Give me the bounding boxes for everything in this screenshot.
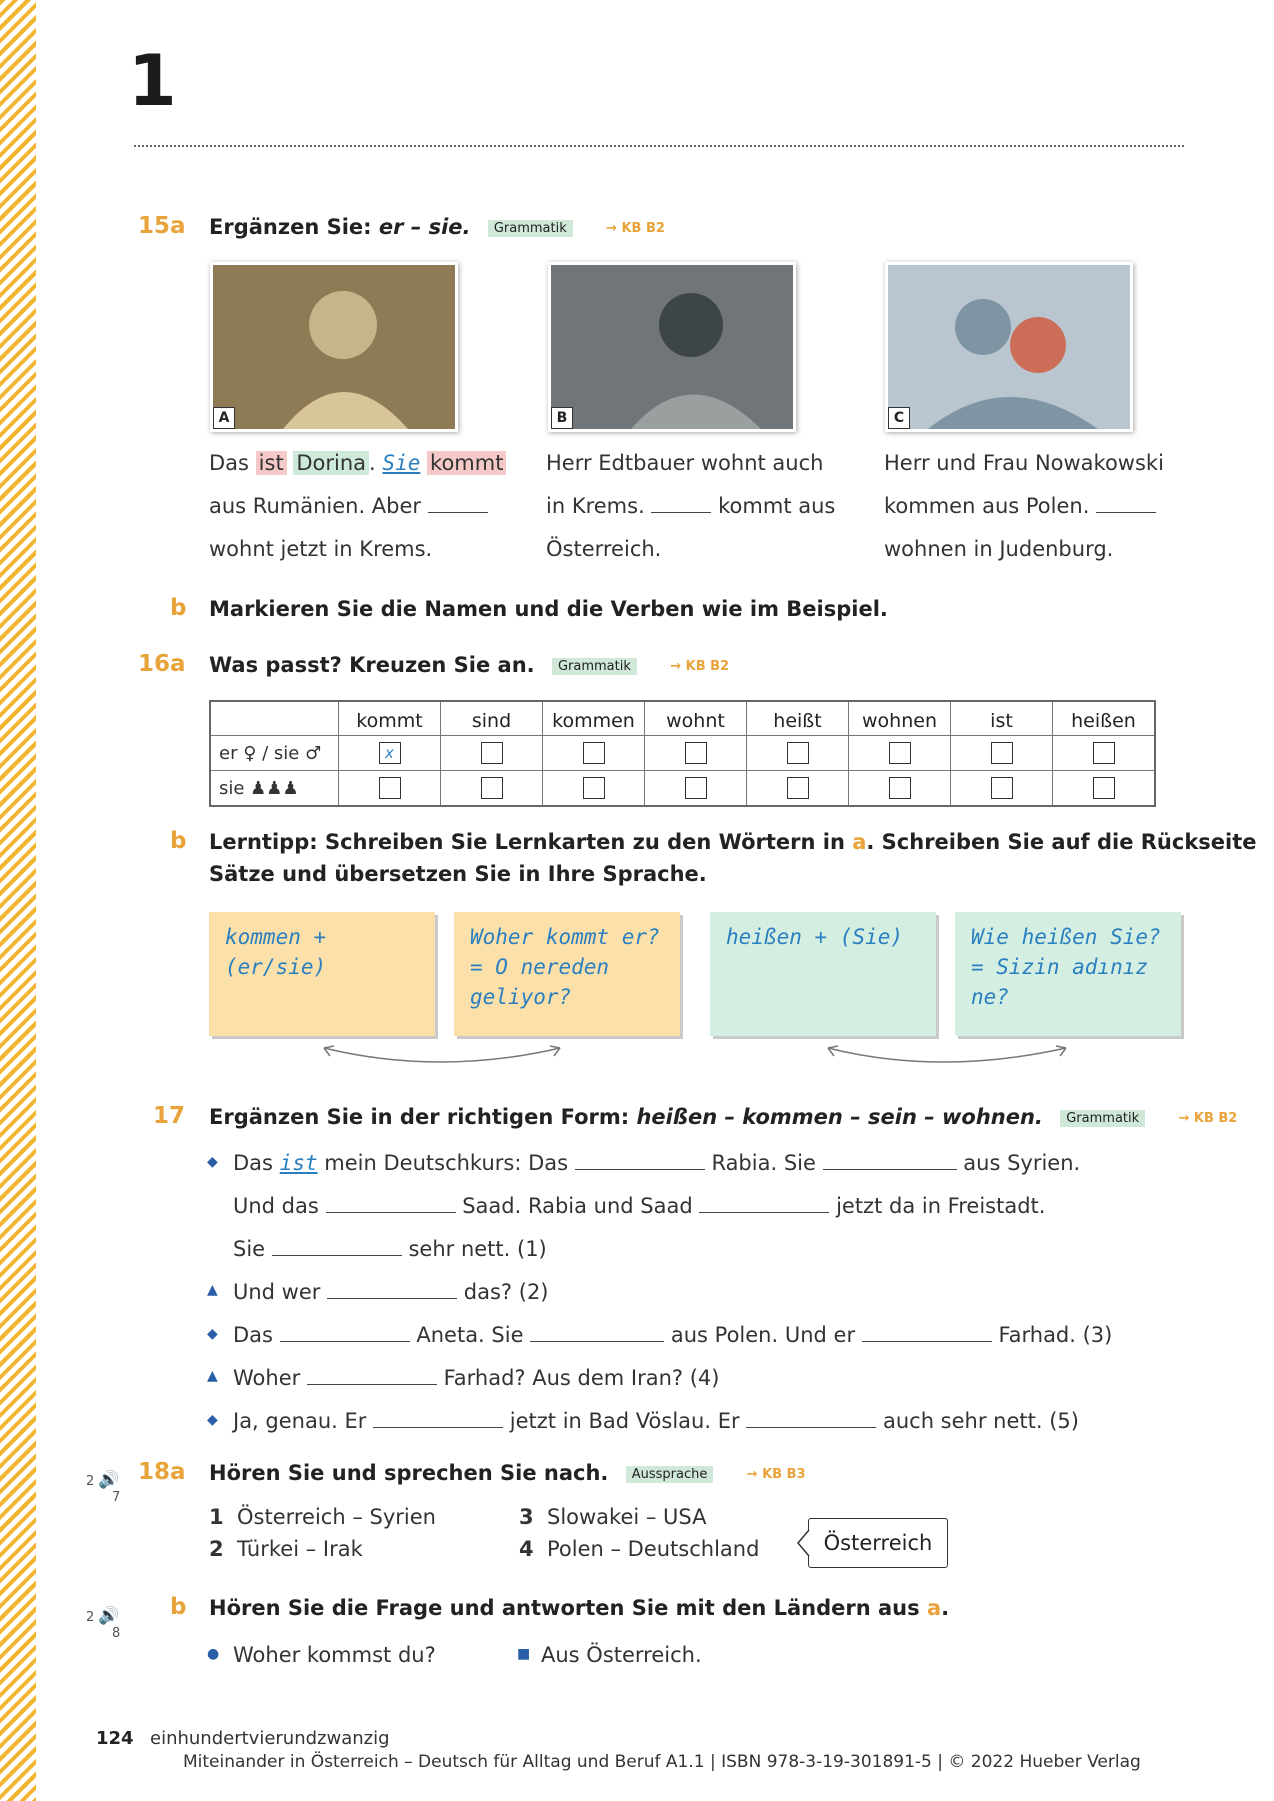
checkbox[interactable] [991,777,1013,799]
audio-track-18a[interactable]: 2 🔊 7 [86,1470,121,1505]
text-col-a-line1: Das ist Dorina . Sie kommt [209,442,506,485]
page-number: 124 [96,1728,134,1749]
list-item: 1 Österreich – Syrien [209,1505,436,1529]
blank[interactable] [327,1278,457,1299]
list-item: 3 Slowakei – USA [519,1505,707,1529]
blank[interactable] [307,1364,437,1385]
flip-arrows [320,1040,1080,1070]
text-col-b-line2: in Krems. kommt aus [546,494,836,518]
exercise-number-15a: 15a [138,213,186,239]
checkbox[interactable] [991,742,1013,764]
photo-label-b: B [551,407,573,429]
checkbox[interactable] [787,777,809,799]
row-header: er ♀ / sie ♂ [210,736,339,771]
checkbox[interactable] [1093,777,1115,799]
answer-text: Aus Österreich. [541,1643,702,1667]
column-header: wohnt [645,701,747,736]
blank[interactable] [823,1149,957,1170]
blank[interactable] [373,1407,503,1428]
list-item: 4 Polen – Deutschland [519,1537,760,1561]
photo-label-c: C [888,407,910,429]
speech-bubble-pointer [796,1530,812,1556]
column-header: kommen [543,701,645,736]
speaker-icon: 🔊 [98,1470,120,1490]
table-header-row [210,701,1155,736]
checkbox[interactable] [379,777,401,799]
grammar-tag: Grammatik [1060,1110,1145,1127]
blank[interactable] [651,492,711,513]
square-icon: ■ [517,1646,531,1662]
circle-icon: ● [207,1646,220,1662]
blank[interactable] [699,1192,829,1213]
dialog-line-5: Das Aneta. Sie aus Polen. Und er Farhad. (3) [233,1323,1113,1347]
checkbox[interactable] [685,742,707,764]
flashcard: Wie heißen Sie? = Sizin adınız ne? [955,912,1181,1036]
exercise-number-15b: b [170,595,187,621]
checkbox[interactable] [481,777,503,799]
decorative-stripe [0,0,36,1801]
flashcard: kommen + (er/sie) [209,912,435,1036]
reference-link[interactable]: → KB B2 [1178,1110,1238,1126]
photo-c [885,262,1133,432]
checkbox[interactable] [481,742,503,764]
checkbox[interactable] [685,777,707,799]
photo-a [210,262,458,432]
text-col-a-line3: wohnt jetzt in Krems. [209,537,433,561]
photo-b-illustration [551,265,793,429]
dialog-line-2: Und das Saad. Rabia und Saad jetzt da in Freistadt. [233,1194,1046,1218]
triangle-icon: ▲ [207,1282,218,1298]
text-col-b-line3: Österreich. [546,537,662,561]
exercise-number-17: 17 [153,1103,186,1129]
reference-link[interactable]: → KB B3 [746,1466,806,1482]
checkbox[interactable] [1093,742,1115,764]
checkbox[interactable] [583,777,605,799]
audio-track-18b[interactable]: 2 🔊 8 [86,1606,121,1641]
reference-link[interactable]: → KB B2 [606,220,665,236]
dialog-line-3: Sie sehr nett. (1) [233,1237,547,1261]
question-text: Woher kommst du? [233,1643,436,1667]
flashcard: heißen + (Sie) [710,912,936,1036]
exercise-number-18a: 18a [138,1459,186,1485]
reference-link[interactable]: → KB B2 [670,658,730,674]
blank[interactable] [280,1321,410,1342]
pronunciation-tag: Aussprache [626,1466,714,1483]
exercise-title-17: Ergänzen Sie in der richtigen Form: heißen – kommen – sein – wohnen. Grammatik → KB B2 [209,1105,1238,1129]
speech-bubble: Österreich [808,1518,948,1568]
exercise-title-18a: Hören Sie und sprechen Sie nach. Aussprache → KB B3 [209,1461,806,1485]
text-col-a-line2: aus Rumänien. Aber [209,485,488,528]
column-header: heißt [747,701,849,736]
text-col-c-line2: kommen aus Polen. [884,485,1156,528]
exercise-title-15a: Ergänzen Sie: er – sie. Grammatik → KB B2 [209,215,665,239]
dialog-line-4: Und wer das? (2) [233,1280,549,1304]
checkbox[interactable] [583,742,605,764]
column-header: kommt [339,701,441,736]
exercise-title-16b-line1: Lerntipp: Schreiben Sie Lernkarten zu den Wörtern in a. Schreiben Sie auf die Rückseite [209,830,1257,854]
diamond-icon: ◆ [207,1412,218,1428]
blank[interactable] [575,1149,705,1170]
blank[interactable] [862,1321,992,1342]
exercise-number-16b: b [170,828,187,854]
blank[interactable] [746,1407,876,1428]
dialog-line-1: Das ist mein Deutschkurs: Das Rabia. Sie aus Syrien. [233,1151,1081,1175]
photo-a-illustration [213,265,455,429]
blank[interactable] [1096,492,1156,513]
page-number-word: einhundertvierundzwanzig [150,1728,390,1749]
column-header: ist [951,701,1053,736]
list-item: 2 Türkei – Irak [209,1537,363,1561]
grammar-tag: Grammatik [488,220,573,237]
column-header: wohnen [849,701,951,736]
copyright: Miteinander in Österreich – Deutsch für Alltag und Beruf A1.1 | ISBN 978-3-19-301891-5 | © 2022 Hueber Verlag [183,1752,1141,1772]
verb-table [209,700,1156,807]
checkbox[interactable] [889,777,911,799]
exercise-title-16b-line2: Sätze und übersetzen Sie in Ihre Sprache. [209,862,707,886]
diamond-icon: ◆ [207,1326,218,1342]
column-header: sind [441,701,543,736]
blank[interactable] [272,1235,402,1256]
photo-label-a: A [213,407,235,429]
dialog-line-7: Ja, genau. Er jetzt in Bad Vöslau. Er auch sehr nett. (5) [233,1409,1079,1433]
photo-c-illustration [888,265,1130,429]
text-col-b-line1: Herr Edtbauer wohnt auch [546,451,824,475]
grammar-tag: Grammatik [552,658,637,675]
text-col-c-line1: Herr und Frau Nowakowski [884,451,1164,475]
table-row [210,771,1155,807]
table-corner [210,701,339,736]
column-header: heißen [1053,701,1156,736]
blank[interactable] [530,1321,664,1342]
checkbox[interactable]: x [379,742,401,764]
triangle-icon: ▲ [207,1368,218,1384]
dialog-line-6: Woher Farhad? Aus dem Iran? (4) [233,1366,720,1390]
speaker-icon: 🔊 [98,1606,120,1626]
flashcard: Woher kommt er? = O nereden geliyor? [454,912,680,1036]
chapter-number: 1 [128,40,177,122]
text-col-c-line3: wohnen in Judenburg. [884,537,1114,561]
photo-b [548,262,796,432]
exercise-number-18b: b [170,1594,187,1620]
exercise-title-16a: Was passt? Kreuzen Sie an. Grammatik → KB B2 [209,653,730,677]
blank[interactable] [428,492,488,513]
exercise-title-18b: Hören Sie die Frage und antworten Sie mit den Ländern aus a. [209,1596,950,1620]
exercise-number-16a: 16a [138,651,186,677]
diamond-icon: ◆ [207,1154,218,1170]
table-row [210,736,1155,771]
divider [134,145,1184,147]
row-header: sie ♟♟♟ [210,771,339,807]
exercise-title-15b: Markieren Sie die Namen und die Verben wie im Beispiel. [209,597,888,621]
checkbox[interactable] [787,742,809,764]
blank[interactable] [326,1192,456,1213]
checkbox[interactable] [889,742,911,764]
